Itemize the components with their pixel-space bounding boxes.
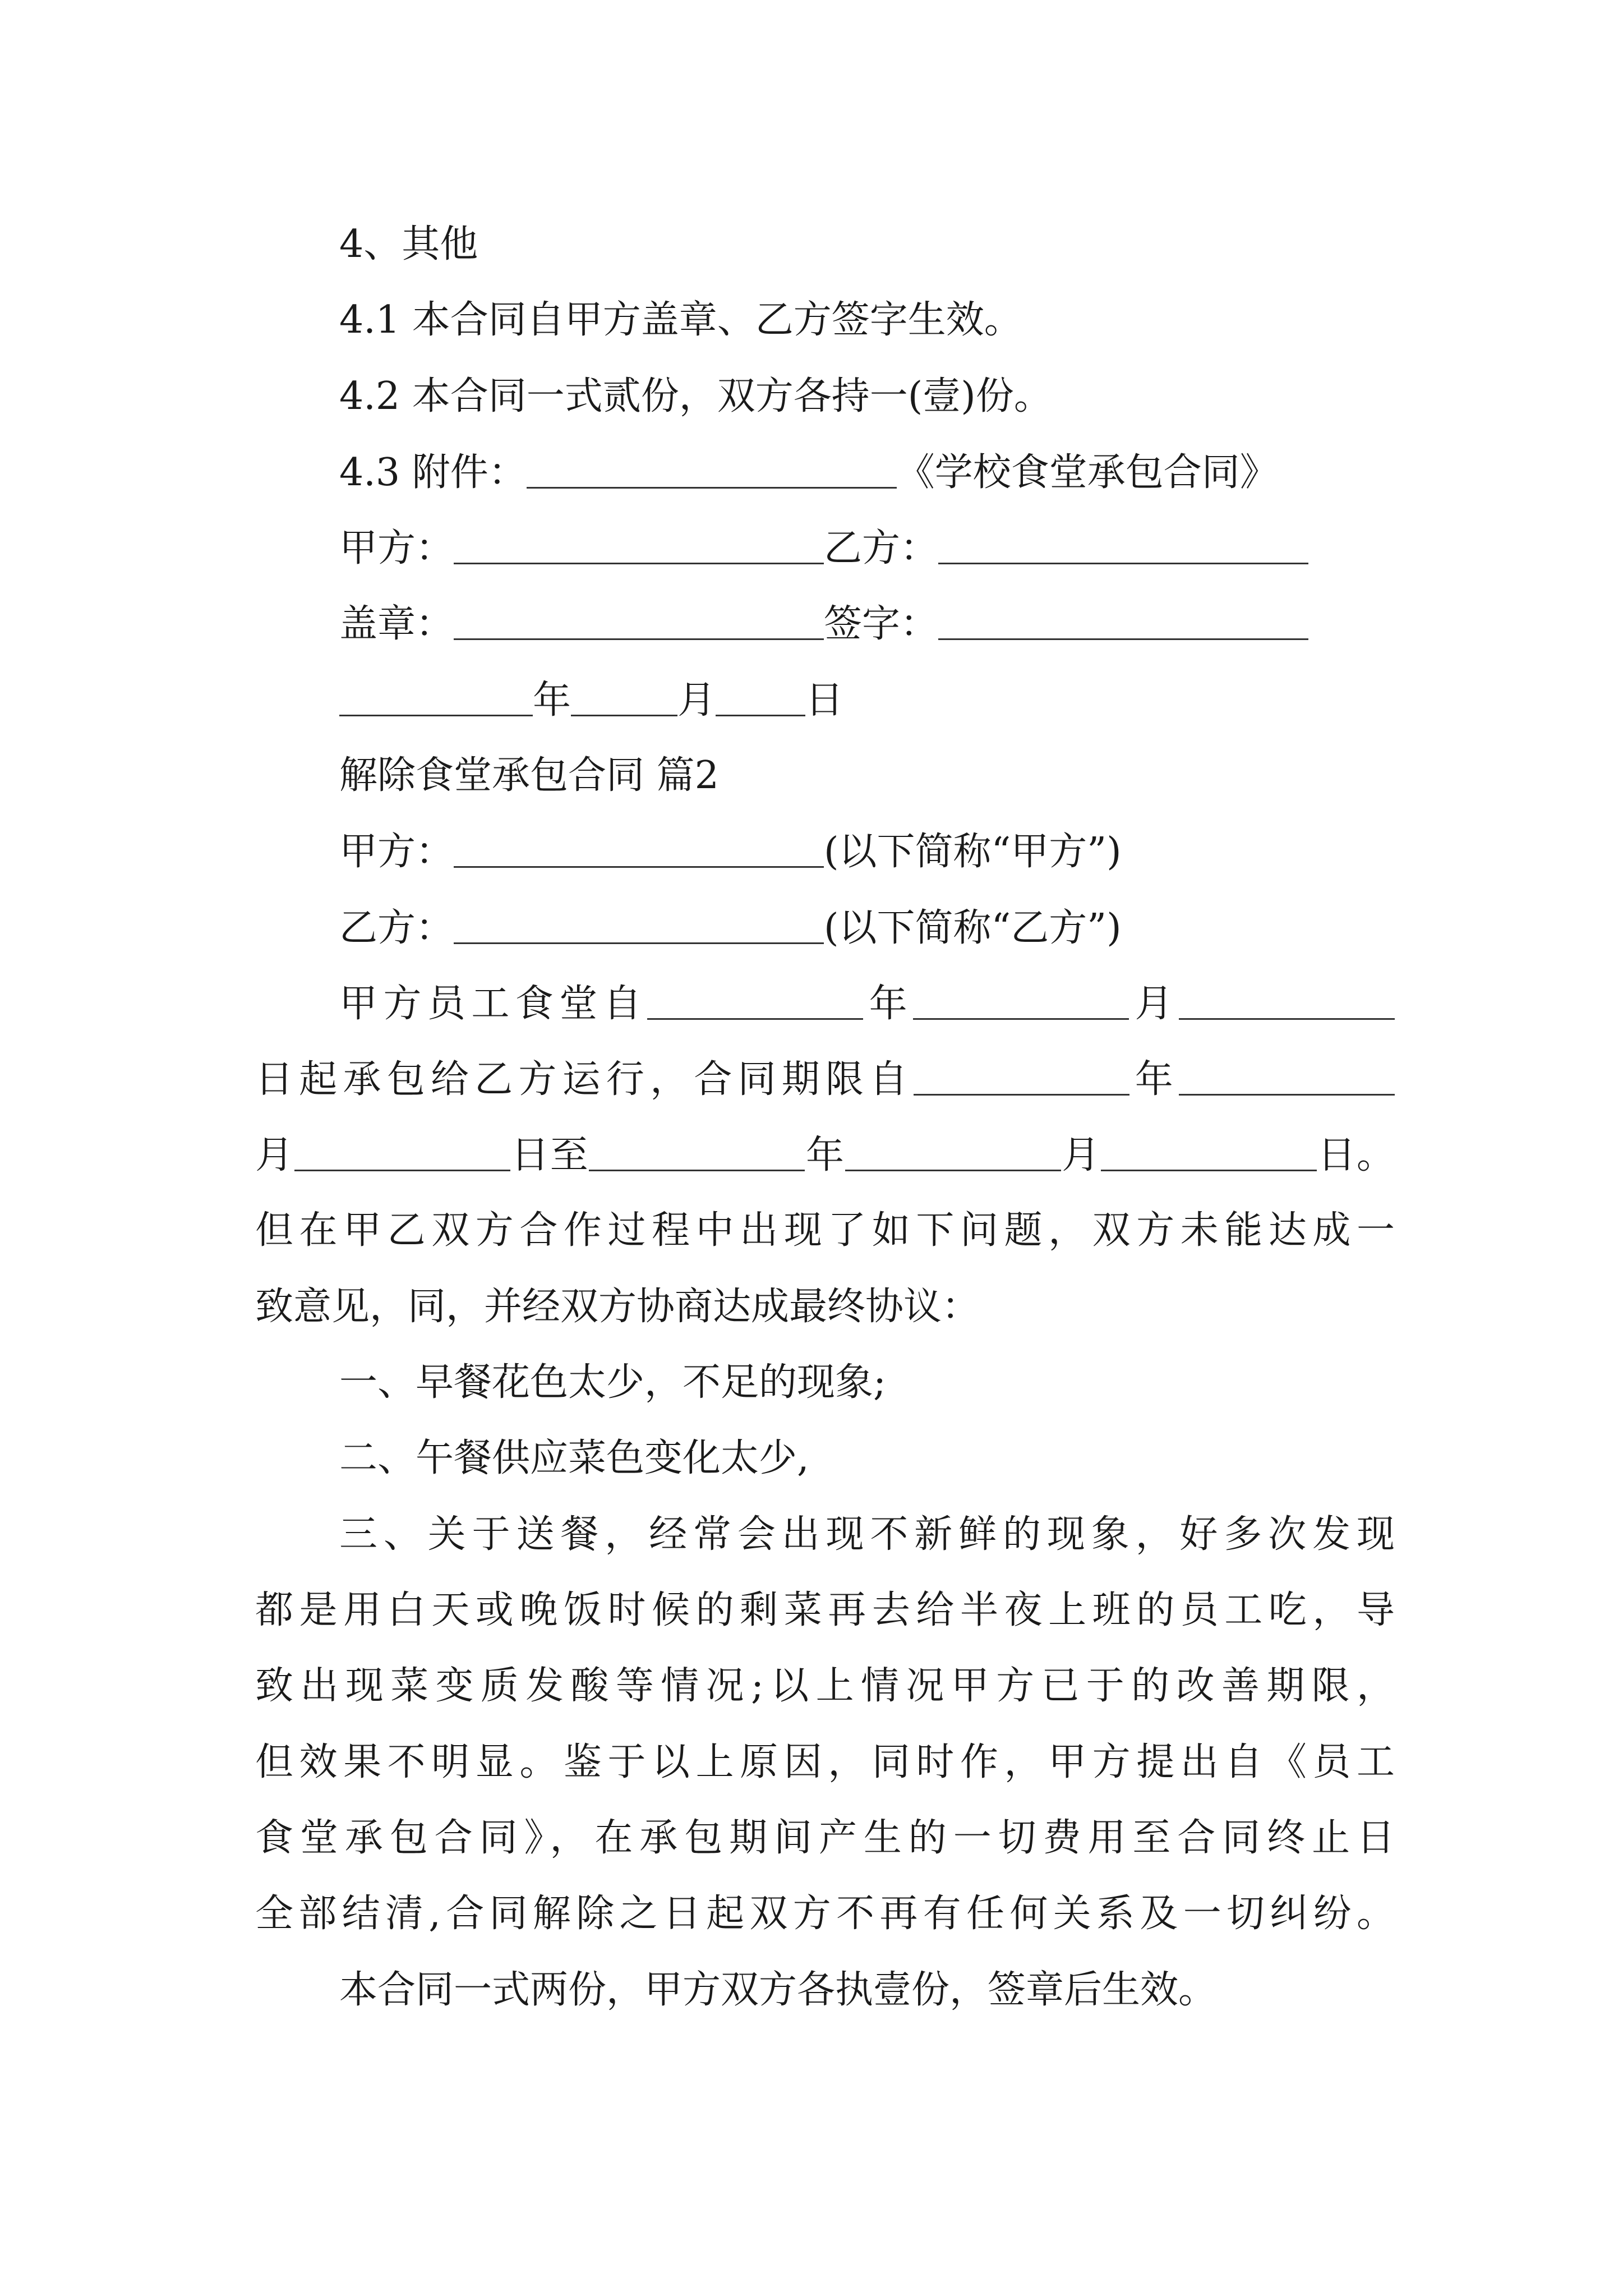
article-party-a-note: (以下简称“甲方”)	[824, 830, 1122, 874]
start-month-label: 月	[1129, 982, 1179, 1026]
article-party-b	[339, 906, 1122, 950]
body-line-1-text: 甲方员工食堂自	[339, 982, 648, 1026]
issue-2	[339, 1436, 809, 1480]
clause-4-3-label: 4.3 附件：	[339, 450, 527, 495]
issue-2-text: 二、午餐供应菜色变化太少,	[339, 1436, 809, 1480]
term-to-label: 日至	[510, 1133, 589, 1177]
start-year-label: 年	[863, 982, 914, 1026]
signature-parties-row	[339, 526, 1308, 570]
seal-blank	[454, 605, 824, 640]
attachment-blank	[527, 453, 897, 489]
clause-4-1	[339, 298, 1022, 342]
closing-line	[339, 1968, 1217, 2012]
issue-3-line-1	[339, 1512, 1395, 1557]
article-title-text: 解除食堂承包合同 篇2	[339, 753, 719, 798]
start-day-blank	[1179, 984, 1395, 1020]
issue-3-line-2	[255, 1588, 1395, 1632]
issue-3-line-4	[255, 1740, 1395, 1784]
start-month-blank	[913, 984, 1129, 1020]
article-party-a	[339, 830, 1122, 874]
body-line-5	[255, 1285, 980, 1329]
article-title	[339, 753, 719, 798]
party-b-label: 乙方：	[824, 526, 939, 570]
start-year-blank	[647, 984, 863, 1020]
clause-4-2-text: 4.2 本合同一式贰份，双方各持一(壹)份。	[339, 374, 1052, 418]
term-end-day-label: 日。	[1316, 1133, 1395, 1177]
signature-seal-row	[339, 602, 1308, 646]
term-start-month-label: 月	[255, 1133, 294, 1177]
issue-3-line-2-text: 都是用白天或晚饭时候的剩菜再去给半夜上班的员工吃，导	[255, 1588, 1395, 1632]
issue-3-line-4-text: 但效果不明显。鉴于以上原因，同时作，甲方提出自《员工	[255, 1740, 1395, 1784]
clause-4-2	[339, 374, 1052, 418]
term-end-year-blank	[589, 1136, 805, 1171]
body-line-2-text: 日起承包给乙方运行，合同期限自	[255, 1057, 914, 1102]
body-line-2	[255, 1057, 1395, 1102]
month-label: 月	[677, 678, 716, 723]
article-party-a-label: 甲方：	[339, 830, 454, 874]
body-line-3	[255, 1133, 1395, 1177]
party-a-blank	[454, 529, 824, 564]
term-start-day-blank	[294, 1136, 510, 1171]
body-line-4	[255, 1208, 1395, 1253]
signature-label: 签字：	[824, 602, 939, 646]
clause-4-3	[339, 450, 1278, 495]
term-end-year-label: 年	[805, 1133, 845, 1177]
day-label: 日	[805, 678, 844, 723]
month-blank	[571, 681, 677, 716]
term-end-month-label: 月	[1061, 1133, 1101, 1177]
issue-1	[339, 1360, 886, 1405]
term-start-year-label: 年	[1129, 1057, 1179, 1102]
term-start-year-blank	[914, 1060, 1129, 1096]
issue-1-text: 一、早餐花色太少，不足的现象;	[339, 1360, 886, 1405]
clause-4-1-text: 4.1 本合同自甲方盖章、乙方签字生效。	[339, 298, 1022, 342]
section-heading-text: 4、其他	[339, 222, 478, 266]
article-party-a-blank	[454, 832, 824, 868]
year-blank	[339, 681, 533, 716]
article-party-b-blank	[454, 909, 824, 944]
issue-3-line-1-text: 三、关于送餐，经常会出现不新鲜的现象，好多次发现	[339, 1512, 1395, 1557]
seal-label: 盖章：	[339, 602, 454, 646]
issue-3-line-5-text: 食堂承包合同》，在承包期间产生的一切费用至合同终止日	[255, 1816, 1395, 1860]
term-start-month-blank	[1179, 1060, 1395, 1096]
issue-3-line-6	[255, 1892, 1395, 1936]
body-line-5-text: 致意见，同，并经双方协商达成最终协议：	[255, 1285, 980, 1329]
issue-3-line-5	[255, 1816, 1395, 1860]
term-end-month-blank	[845, 1136, 1061, 1171]
issue-3-line-3-text: 致出现菜变质发酸等情况;以上情况甲方已于的改善期限，	[255, 1664, 1395, 1708]
day-blank	[716, 681, 805, 716]
closing-line-text: 本合同一式两份，甲方双方各执壹份，签章后生效。	[339, 1968, 1217, 2012]
party-b-blank	[938, 529, 1308, 564]
issue-3-line-6-text: 全部结清,合同解除之日起双方不再有任何关系及一切纠纷。	[255, 1892, 1395, 1936]
year-label: 年	[533, 678, 571, 723]
date-row	[339, 678, 844, 723]
article-party-b-note: (以下简称“乙方”)	[824, 906, 1122, 950]
body-line-4-text: 但在甲乙双方合作过程中出现了如下问题，双方未能达成一	[255, 1208, 1395, 1253]
signature-blank	[938, 605, 1308, 640]
attachment-title: 《学校食堂承包合同》	[896, 450, 1278, 495]
term-end-day-blank	[1101, 1136, 1317, 1171]
issue-3-line-3	[255, 1664, 1395, 1708]
section-heading	[339, 222, 478, 266]
body-line-1	[339, 982, 1395, 1026]
party-a-label: 甲方：	[339, 526, 454, 570]
article-party-b-label: 乙方：	[339, 906, 454, 950]
